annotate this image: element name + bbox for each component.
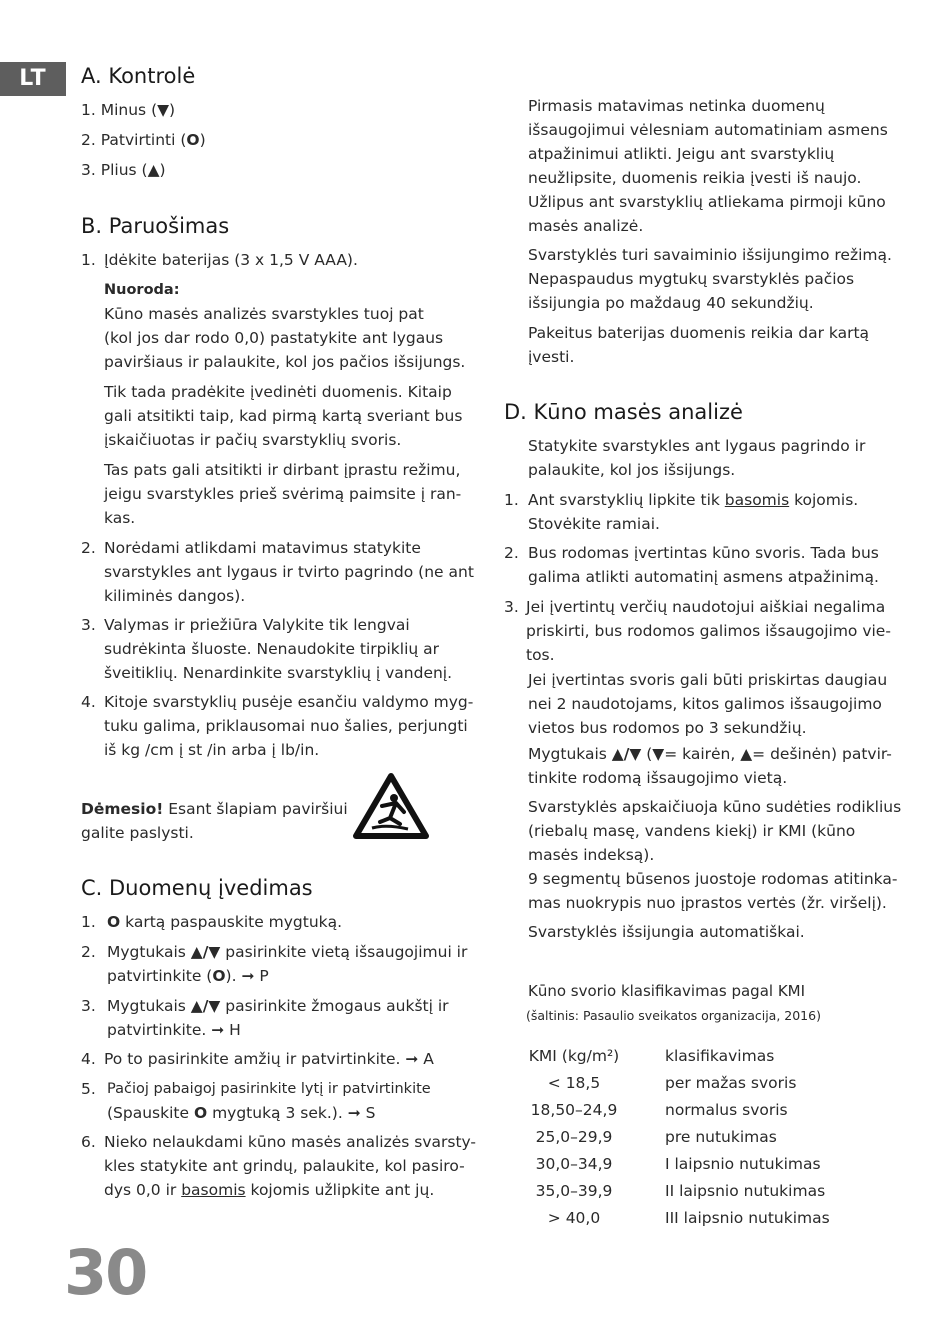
list-item: Mygtukais ▲/▼ pasirinkite žmogaus aukštį ir bbox=[107, 997, 449, 1015]
paragraph-line: neužlipsite, duomenis reikia įvesti iš naujo. bbox=[528, 169, 862, 187]
list-item: iš kg /cm į st /in arba į lb/in. bbox=[104, 741, 320, 759]
arrow-right-icon: ➞ bbox=[241, 967, 255, 985]
list-item: Stovėkite ramiai. bbox=[528, 515, 660, 533]
paragraph-line: atpažinimui atlikti. Jeigu ant svarstyklių bbox=[528, 145, 835, 163]
paragraph-line: įvesti. bbox=[528, 348, 575, 366]
list-item: šveitiklių. Nenardinkite svarstyklių į vandenį. bbox=[104, 664, 453, 682]
paragraph-line: Mygtukais ▲/▼ (▼= kairėn, ▲= dešinėn) patvir- bbox=[528, 745, 892, 763]
confirm-icon: O bbox=[186, 131, 200, 149]
list-item: Jei įvertintų verčių naudotojui aiškiai negalima bbox=[526, 598, 886, 616]
paragraph-line: Pakeitus baterijas duomenis reikia dar kartą bbox=[528, 324, 870, 342]
paragraph-line: Užlipus ant svarstyklių atliekama pirmoji kūno bbox=[528, 193, 886, 211]
paragraph-line: masės analizė. bbox=[528, 217, 644, 235]
list-item: galima atlikti automatinį asmens atpažinimą. bbox=[528, 568, 879, 586]
bmi-table-source: (šaltinis: Pasaulio sveikatos organizacija, 2016) bbox=[526, 1008, 821, 1023]
list-item: Norėdami atlikdami matavimus statykite bbox=[104, 539, 421, 557]
list-number: 1. bbox=[81, 251, 96, 269]
section-b-heading: B. Paruošimas bbox=[81, 214, 230, 238]
list-number: 3. bbox=[81, 616, 96, 634]
paragraph-line: gali atsitikti taip, kad pirmą kartą sveriant bus bbox=[104, 407, 463, 425]
list-item: 1. Minus (▼) bbox=[81, 101, 176, 119]
plus-icon: ▲ bbox=[147, 161, 160, 179]
bmi-table-title: Kūno svorio klasifikavimas pagal KMI bbox=[528, 982, 806, 1000]
paragraph-line: Tas pats gali atsitikti ir dirbant įprastu režimu, bbox=[104, 461, 461, 479]
paragraph-line: išsaugojimui vėlesniam automatiniam asmens bbox=[528, 121, 888, 139]
list-item: O kartą paspauskite mygtuką. bbox=[107, 913, 343, 931]
warning-text: galite paslysti. bbox=[81, 824, 194, 842]
list-number: 5. bbox=[81, 1080, 96, 1098]
paragraph-line: Pirmasis matavimas netinka duomenų bbox=[528, 97, 825, 115]
arrow-right-icon: ➞ bbox=[347, 1104, 361, 1122]
language-tab: LT bbox=[0, 62, 66, 96]
list-item: (Spauskite O mygtuką 3 sek.). ➞ S bbox=[107, 1104, 376, 1122]
paragraph-line: masės indeksą). bbox=[528, 846, 655, 864]
paragraph-line: išsijungia po maždaug 40 sekundžių. bbox=[528, 294, 814, 312]
list-item: Kitoje svarstyklių pusėje esančiu valdymo myg- bbox=[104, 693, 474, 711]
paragraph-line: tinkite rodomą išsaugojimo vietą. bbox=[528, 769, 788, 787]
arrow-right-icon: ➞ bbox=[405, 1050, 419, 1068]
page-number: 30 bbox=[64, 1236, 147, 1309]
paragraph-line: 9 segmentų būsenos juostoje rodomas atitinka- bbox=[528, 870, 898, 888]
list-item: Nieko nelaukdami kūno masės analizės svarsty- bbox=[104, 1133, 477, 1151]
list-item: Pačioj pabaigoj pasirinkite lytį ir patvirtinkite bbox=[107, 1081, 431, 1097]
list-item: tos. bbox=[526, 646, 555, 664]
list-number: 2. bbox=[81, 539, 96, 557]
paragraph-line: Statykite svarstykles ant lygaus pagrindo ir bbox=[528, 437, 866, 455]
paragraph-line: nei 2 naudotojams, kitos galimos išsaugojimo bbox=[528, 695, 882, 713]
column-header-classification: klasifikavimas bbox=[665, 1047, 775, 1065]
paragraph-line: vietos bus rodomos po 3 sekundžių. bbox=[528, 719, 807, 737]
list-number: 2. bbox=[81, 943, 96, 961]
note-label: Nuoroda: bbox=[104, 282, 180, 298]
list-item: patvirtinkite. ➞ H bbox=[107, 1021, 241, 1039]
paragraph-line: Jei įvertintas svoris gali būti priskirtas daugiau bbox=[528, 671, 888, 689]
list-item: Įdėkite baterijas (3 x 1,5 V AAA). bbox=[104, 251, 358, 269]
paragraph-line: mas nuokrypis nuo įprastos vertės (žr. viršelį). bbox=[528, 894, 887, 912]
wet-floor-warning-icon bbox=[352, 772, 430, 844]
paragraph-line: Tik tada pradėkite įvedinėti duomenis. Kitaip bbox=[104, 383, 452, 401]
list-item: tuku galima, priklausomai nuo šalies, perjungti bbox=[104, 717, 468, 735]
list-number: 2. bbox=[504, 544, 519, 562]
note-line: (kol jos dar rodo 0,0) pastatykite ant lygaus bbox=[104, 329, 444, 347]
confirm-icon: O bbox=[107, 913, 121, 931]
list-number: 3. bbox=[504, 598, 519, 616]
up-down-icon: ▲/▼ bbox=[611, 745, 642, 763]
list-item: Mygtukais ▲/▼ pasirinkite vietą išsaugojimui ir bbox=[107, 943, 468, 961]
note-line: paviršiaus ir palaukite, kol jos pačios išsijungs. bbox=[104, 353, 466, 371]
minus-icon: ▼ bbox=[652, 745, 665, 763]
list-item: 3. Plius (▲) bbox=[81, 161, 166, 179]
list-number: 4. bbox=[81, 693, 96, 711]
up-down-icon: ▲/▼ bbox=[190, 943, 221, 961]
note-line: Kūno masės analizės svarstykles tuoj pat bbox=[104, 305, 424, 323]
list-item: kles statykite ant grindų, palaukite, kol pasiro- bbox=[104, 1157, 465, 1175]
paragraph-line: įskaičiuotas ir pačių svarstyklių svoris. bbox=[104, 431, 402, 449]
paragraph-line: Nepaspaudus mygtukų svarstyklės pačios bbox=[528, 270, 855, 288]
list-number: 1. bbox=[504, 491, 519, 509]
paragraph-line: Svarstyklės apskaičiuoja kūno sudėties rodiklius bbox=[528, 798, 902, 816]
section-a-heading: A. Kontrolė bbox=[81, 64, 196, 88]
minus-icon: ▼ bbox=[157, 101, 170, 119]
section-d-heading: D. Kūno masės analizė bbox=[504, 400, 743, 424]
list-item: patvirtinkite (O). ➞ P bbox=[107, 967, 269, 985]
list-item: Bus rodomas įvertintas kūno svoris. Tada bus bbox=[528, 544, 879, 562]
list-item: priskirti, bus rodomos galimos išsaugojimo vie- bbox=[526, 622, 891, 640]
list-number: 6. bbox=[81, 1133, 96, 1151]
list-number: 3. bbox=[81, 997, 96, 1015]
list-number: 4. bbox=[81, 1050, 96, 1068]
arrow-right-icon: ➞ bbox=[211, 1021, 225, 1039]
list-item: Po to pasirinkite amžių ir patvirtinkite. ➞ A bbox=[104, 1050, 434, 1068]
paragraph-line: palaukite, kol jos išsijungs. bbox=[528, 461, 736, 479]
list-item: dys 0,0 ir basomis kojomis užlipkite ant jų. bbox=[104, 1181, 435, 1199]
paragraph-line: (riebalų masę, vandens kiekį) ir KMI (kūno bbox=[528, 822, 856, 840]
paragraph-line: Svarstyklės turi savaiminio išsijungimo režimą. bbox=[528, 246, 892, 264]
warning-text: Dėmesio! Esant šlapiam paviršiui bbox=[81, 800, 348, 818]
list-item: 2. Patvirtinti (O) bbox=[81, 131, 206, 149]
up-down-icon: ▲/▼ bbox=[190, 997, 221, 1015]
paragraph-line: kas. bbox=[104, 509, 136, 527]
list-item: kiliminės dangos). bbox=[104, 587, 246, 605]
column-header-kmi: KMI (kg/m²) bbox=[528, 1047, 620, 1065]
confirm-icon: O bbox=[193, 1104, 208, 1122]
section-c-heading: C. Duomenų įvedimas bbox=[81, 876, 313, 900]
list-item: svarstykles ant lygaus ir tvirto pagrindo (ne ant bbox=[104, 563, 474, 581]
list-number: 1. bbox=[81, 913, 96, 931]
confirm-icon: O bbox=[212, 967, 226, 985]
list-item: sudrėkinta šluoste. Nenaudokite tirpiklių ar bbox=[104, 640, 440, 658]
paragraph-line: Svarstyklės išsijungia automatiškai. bbox=[528, 923, 805, 941]
plus-icon: ▲ bbox=[740, 745, 753, 763]
paragraph-line: jeigu svarstykles prieš svėrimą paimsite į ran- bbox=[104, 485, 462, 503]
list-item: Ant svarstyklių lipkite tik basomis kojomis. bbox=[528, 491, 859, 509]
list-item: Valymas ir priežiūra Valykite tik lengvai bbox=[104, 616, 410, 634]
